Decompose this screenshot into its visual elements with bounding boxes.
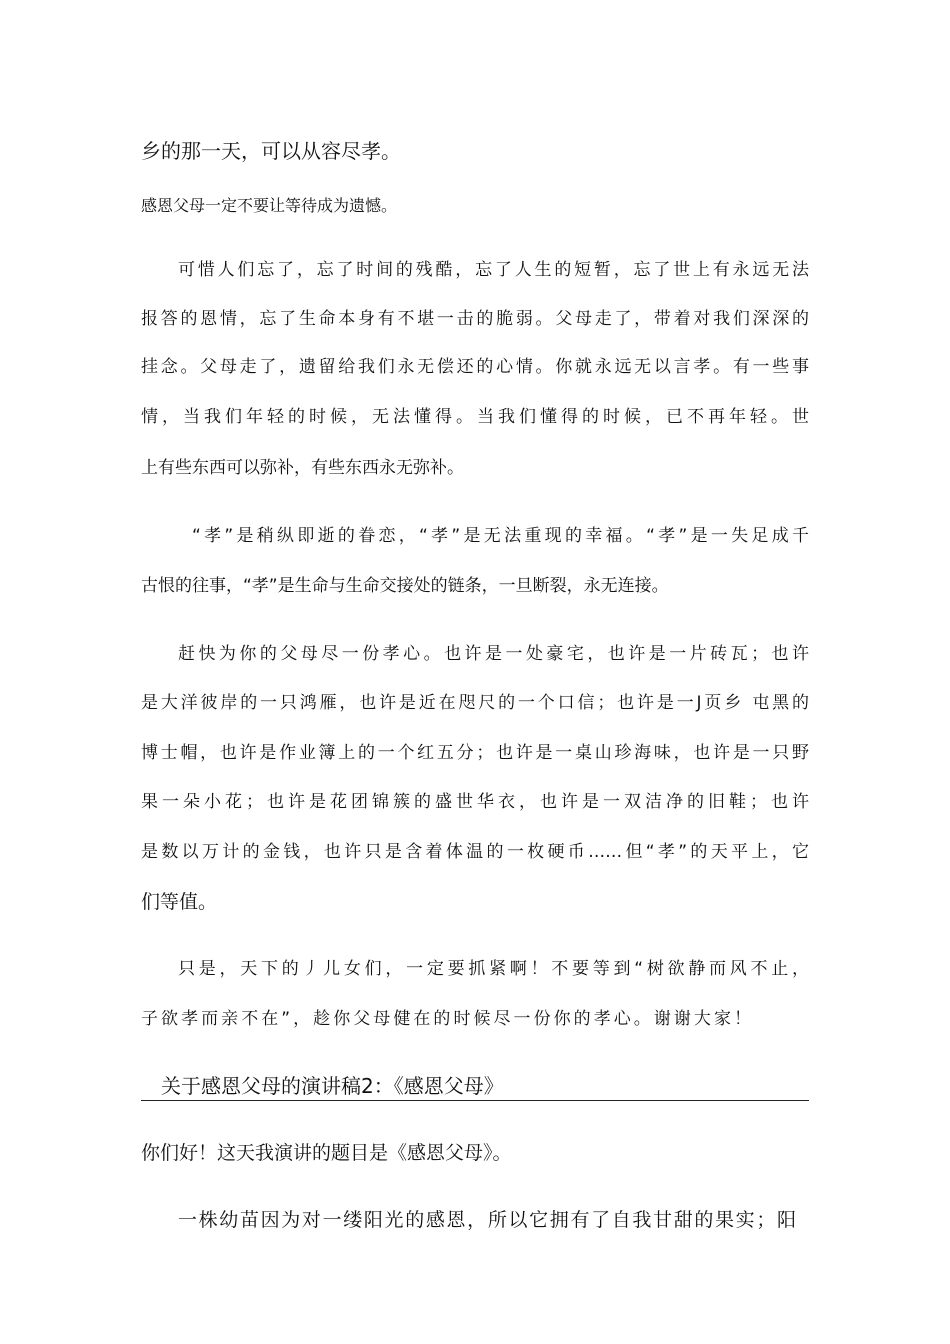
paragraph-line: 子欲孝而亲不在”，趁你父母健在的时候尽一份你的孝心。谢谢大家！ [141,1009,751,1029]
paragraph-line: 赶快为你的父母尽一份孝心。也许是一处豪宅，也许是一片砖瓦；也许 [178,644,809,664]
paragraph-line: 是数以万计的金钱，也许只是含着体温的一枚硬币……但“孝”的天平上，它 [141,842,809,862]
paragraph-line: 古恨的往事，“孝”是生命与生命交接处的链条，一旦断裂，永无连接。 [141,576,669,596]
paragraph-line: 挂念。父母走了，遗留给我们永无偿还的心情。你就永远无以言孝。有一些事 [141,357,809,377]
paragraph-line: 是大洋彼岸的一只鸿雁，也许是近在咫尺的一个口信；也许是一J页乡 屯黑的 [141,693,809,713]
paragraph-line: 乡的那一天，可以从容尽孝。 [141,139,401,163]
paragraph-line: 感恩父母一定不要让等待成为遗憾。 [141,196,398,215]
paragraph-line: 情，当我们年轻的时候，无法懂得。当我们懂得的时候，已不再年轻。世 [141,407,809,427]
paragraph-line: 一株幼苗因为对一缕阳光的感恩，所以它拥有了自我甘甜的果实；阳 [178,1209,796,1231]
paragraph-line: 上有些东西可以弥补，有些东西永无弥补。 [141,458,464,478]
paragraph-line: “孝”是稍纵即逝的眷恋，“孝”是无法重现的幸福。“孝”是一失足成千 [192,526,809,546]
paragraph-line: 们等值。 [141,891,218,913]
paragraph-line: 博士帽，也许是作业簿上的一个红五分；也许是一桌山珍海味，也许是一只野 [141,743,809,763]
paragraph-line: 果一朵小花；也许是花团锦簇的盛世华衣，也许是一双洁净的旧鞋；也许 [141,792,809,812]
paragraph-line: 只是，天下的丿儿女们，一定要抓紧啊！不要等到“树欲静而风不止， [178,959,809,979]
paragraph-line: 报答的恩情，忘了生命本身有不堪一击的脆弱。父母走了，带着对我们深深的 [141,309,809,329]
paragraph-line: 可惜人们忘了，忘了时间的残酷，忘了人生的短暂，忘了世上有永远无法 [178,260,809,280]
paragraph-line: 你们好！这天我演讲的题目是《感恩父母》。 [141,1142,512,1164]
section-heading-text: 关于感恩父母的演讲稿2：《感恩父母》 [161,1074,504,1098]
section-heading [141,1070,809,1101]
